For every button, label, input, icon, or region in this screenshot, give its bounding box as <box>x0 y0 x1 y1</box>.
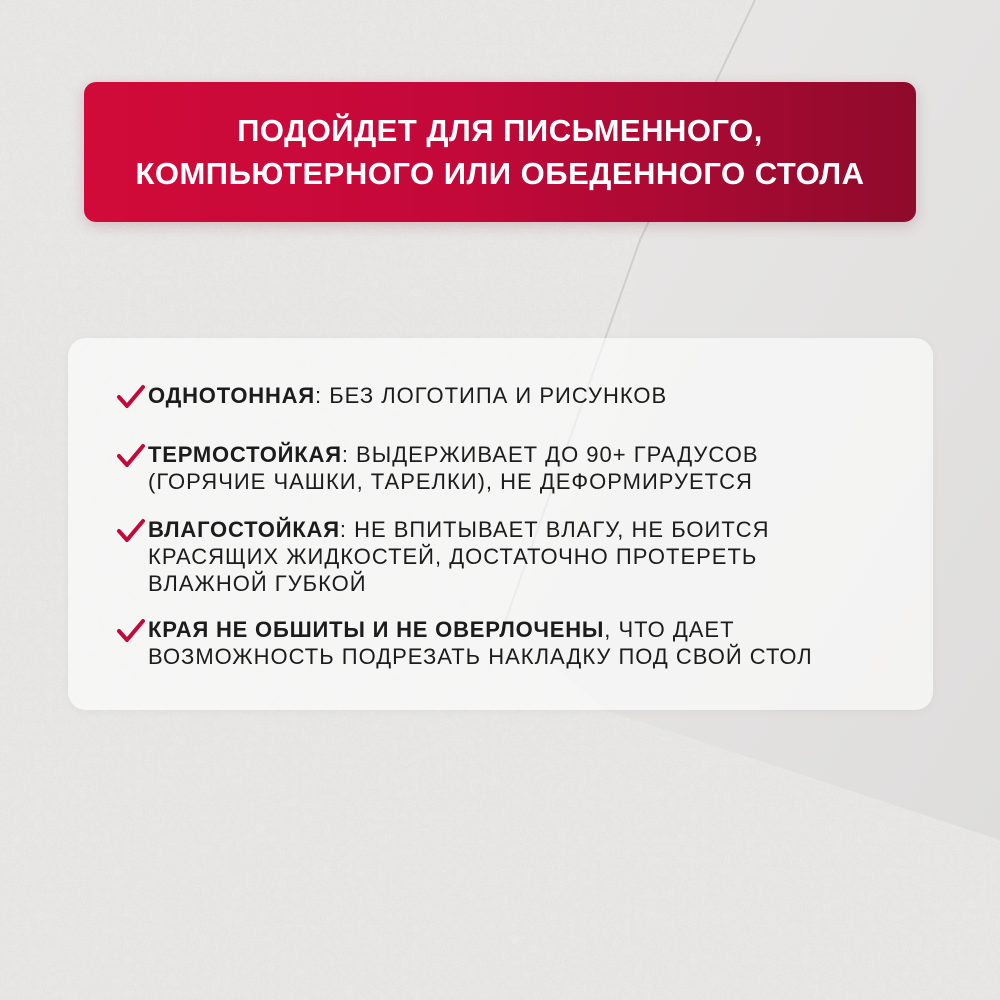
feature-item-moisture-resistant <box>116 516 916 597</box>
feature-text <box>148 616 813 670</box>
feature-line: , ЧТО ДАЕТ <box>604 617 735 642</box>
title-banner <box>84 82 916 222</box>
feature-text <box>148 516 770 597</box>
feature-line: : НЕ ВПИТЫВАЕТ ВЛАГУ, НЕ БОИТСЯ <box>339 517 770 542</box>
feature-item-raw-edges <box>116 616 916 670</box>
feature-text <box>148 382 667 409</box>
feature-title: КРАЯ НЕ ОБШИТЫ И НЕ ОВЕРЛОЧЕНЫ <box>148 617 605 642</box>
banner-line-1: ПОДОЙДЕТ ДЛЯ ПИСЬМЕННОГО, <box>237 113 763 148</box>
feature-title: ТЕРМОСТОЙКАЯ <box>148 442 342 467</box>
banner-line-2: КОМПЬЮТЕРНОГО ИЛИ ОБЕДЕННОГО СТОЛА <box>135 156 865 191</box>
feature-line: : ВЫДЕРЖИВАЕТ ДО 90+ ГРАДУСОВ <box>341 442 759 467</box>
feature-line: (ГОРЯЧИЕ ЧАШКИ, ТАРЕЛКИ), НЕ ДЕФОРМИРУЕТСЯ <box>148 469 753 494</box>
banner-title <box>135 109 864 195</box>
feature-item-single-color <box>116 382 916 412</box>
checkmark-icon <box>116 382 146 412</box>
feature-text <box>148 441 759 495</box>
feature-line: ВОЗМОЖНОСТЬ ПОДРЕЗАТЬ НАКЛАДКУ ПОД СВОЙ СТОЛ <box>148 644 813 669</box>
feature-title: ОДНОТОННАЯ <box>148 383 315 408</box>
feature-title: ВЛАГОСТОЙКАЯ <box>148 517 340 542</box>
feature-item-heat-resistant <box>116 441 916 495</box>
features-card <box>68 338 933 710</box>
feature-line: : БЕЗ ЛОГОТИПА И РИСУНКОВ <box>314 383 668 408</box>
feature-line: ВЛАЖНОЙ ГУБКОЙ <box>148 571 367 596</box>
checkmark-icon <box>116 516 146 546</box>
checkmark-icon <box>116 616 146 646</box>
checkmark-icon <box>116 441 146 471</box>
feature-line: КРАСЯЩИХ ЖИДКОСТЕЙ, ДОСТАТОЧНО ПРОТЕРЕТЬ <box>148 544 758 569</box>
